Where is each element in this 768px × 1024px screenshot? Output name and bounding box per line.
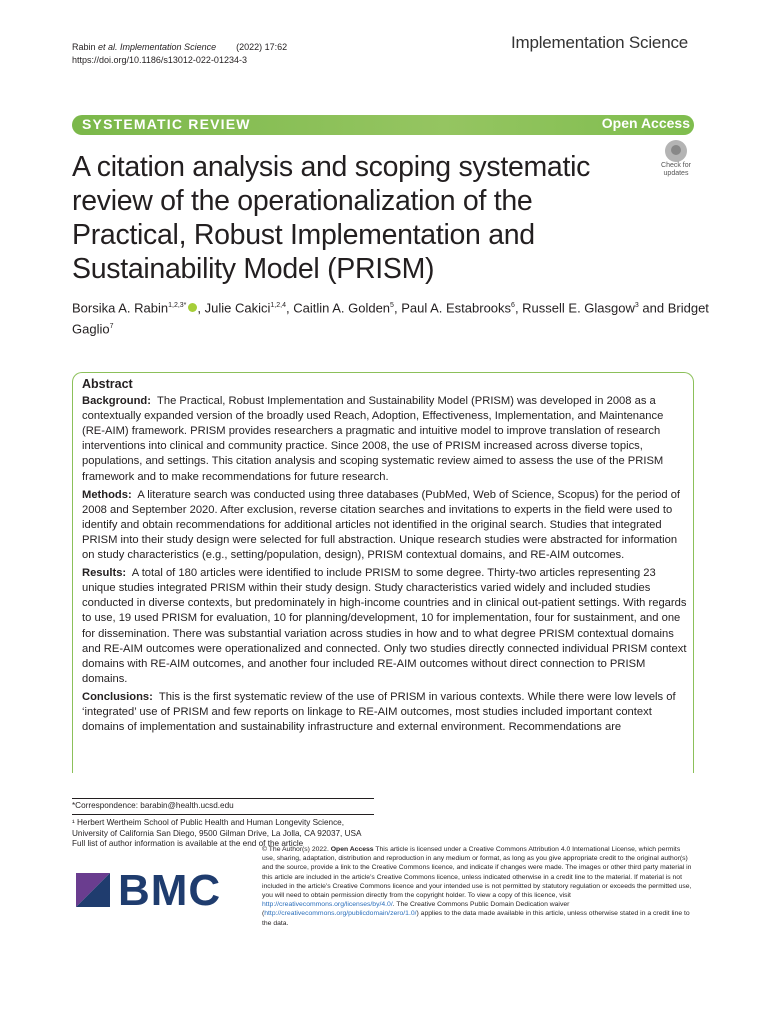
citation-year: (2022) 17:62 — [236, 42, 288, 52]
citation-journal: et al. Implementation Science — [98, 42, 217, 52]
open-access-inline: Open Access — [330, 846, 374, 853]
author-affiliation-marker: 7 — [109, 323, 114, 331]
author-name[interactable]: Julie Cakici — [204, 300, 271, 316]
author-name[interactable]: Bridget Gaglio — [72, 300, 709, 337]
abstract-background — [82, 394, 688, 485]
check-updates-line1: Check for — [661, 162, 691, 169]
doi-link[interactable]: https://doi.org/10.1186/s13012-022-01234-3 — [72, 55, 247, 65]
section-text: The Practical, Robust Implementation and Sustainability Model (PRISM) was developed in 2008 as a contextually expanded version of the broadly used Reach, Adoption, Effectiveness, Implementation, and Maintenance (RE-AIM) framework. PRISM provides researchers a pragmatic and intuitive model to improve translation of research interventions into clinical and community practice. Since 2008, the use of PRISM increased across diverse topics, populations, and settings. This citation analysis and scoping systematic review aimed to assess the use of the PRISM framework and to make recommendations for future research. — [82, 395, 664, 483]
abstract-conclusions — [82, 690, 688, 735]
section-text: A literature search was conducted using three databases (PubMed, Web of Science, Scopus) for the period of 2008 and September 2020. After exclusion, reverse citation searches and invitations to experts in the field were used to identify and obtain recommendations for additional articles not identified in the original search. Studies that integrated PRISM into their study design were selected for full abstraction. Unique research studies were abstracted for information on study characteristics (e.g., setting/population, design), PRISM contextual domains, and RE-AIM outcomes. — [82, 488, 681, 562]
author-name[interactable]: Caitlin A. Golden — [293, 300, 391, 316]
section-text: This is the first systematic review of the use of PRISM in various contexts. While there were low levels of ‘integrated’ use of PRISM and few reports on linkage to RE-AIM outcomes, most studies included important context domains of implementation and sustainability infrastructure and external environment. Recommendations are — [82, 690, 676, 734]
public-domain-link[interactable]: http://creativecommons.org/publicdomain/zero/1.0/ — [264, 910, 417, 918]
footnote-rule — [72, 798, 374, 799]
check-updates-line2: updates — [663, 170, 689, 177]
author-separator: , — [393, 300, 402, 316]
license-text: This article is licensed under a Creative Commons Attribution 4.0 International License, which permits use, sharing, adaptation, distribution and reproduction in any medium or format, as long as you give appropriate credit to the original author(s) and the source, provide a link to the Creative Commons licence, and indicate if changes were made. The images or other third party material in this article are included in the article’s Creative Commons licence, unless indicated otherwise in a credit line to the material. If material is not included in the article’s Creative Commons licence and your intended use is not permitted by statutory regulation or exceeds the permitted use, you will need to obtain permission directly from the copyright holder. To view a copy of this licence, visit — [262, 846, 692, 900]
check-updates-icon — [665, 140, 687, 162]
section-label: Methods: — [82, 488, 132, 501]
footnote-rule-2 — [72, 814, 374, 815]
bmc-logo-icon — [76, 873, 110, 907]
affiliation-line: University of California San Diego, 9500 Gilman Drive, La Jolla, CA 92037, USA — [72, 828, 362, 838]
author-affiliation-marker: 3 — [634, 302, 639, 309]
abstract-heading: Abstract — [82, 377, 133, 391]
article-type-label: SYSTEMATIC REVIEW — [82, 116, 251, 132]
author-separator: , — [197, 300, 205, 316]
author-name[interactable]: Paul A. Estabrooks — [401, 300, 512, 316]
section-label: Conclusions: — [82, 690, 153, 703]
author-affiliation-marker: 1,2,4 — [270, 302, 286, 309]
open-access-label: Open Access — [601, 115, 690, 131]
author-name[interactable]: Russell E. Glasgow — [522, 300, 635, 316]
article-title: A citation analysis and scoping systematic review of the operationalization of the Practical, Robust Implementation and Sustainability Model (PRISM) — [72, 151, 591, 285]
abstract-content — [82, 377, 688, 738]
author-separator: , — [285, 300, 294, 316]
license-text: . The Creative Commons Public Domain Dedication waiver ( — [262, 901, 570, 918]
affiliation-line: Full list of author information is available at the end of the article — [72, 839, 304, 848]
running-header-citation — [72, 41, 287, 67]
citation-authors: Rabin — [72, 42, 99, 52]
affiliation-line: ¹ Herbert Wertheim School of Public Health and Human Longevity Science, — [72, 818, 344, 827]
check-updates-text — [656, 162, 696, 178]
author-separator: , — [514, 300, 523, 316]
abstract-results — [82, 566, 688, 687]
correspondence-note: *Correspondence: barabin@health.ucsd.edu — [72, 801, 234, 810]
author-name[interactable]: Borsika A. Rabin — [72, 300, 169, 316]
publisher-logo-text: BMC — [118, 866, 222, 915]
license-statement — [262, 845, 692, 928]
copyright-text: © The Author(s) 2022. — [262, 846, 331, 853]
license-text: ) applies to the data made available in this article, unless otherwise stated in a credit line to the data. — [262, 910, 690, 927]
journal-name: Implementation Science — [510, 33, 688, 52]
section-text: A total of 180 articles were identified to include PRISM to some degree. Thirty-two articles representing 23 unique studies integrated PRISM within their study design. Study characteristics varied widely and included studies conducted in diverse contexts, but predominately in high-income countries and in clinical out-patient settings. With regards to use, 19 used PRISM for evaluation, 10 for planning/development, 10 for implementation, four for sustainment, and one for dissemination. There was substantial variation across studies in how and to what degree PRISM contextual domains and RE-AIM outcomes were operationalized and connected. Only two studies directly connected individual PRISM context domains with RE-AIM outcomes, and another four included RE-AIM outcomes without direct connection to PRISM domains. — [82, 567, 687, 685]
license-link[interactable]: http://creativecommons.org/licenses/by/4.0/ — [262, 901, 393, 909]
author-affiliation-marker: 1,2,3* — [168, 302, 187, 309]
section-label: Background: — [82, 395, 151, 408]
author-list — [72, 296, 712, 339]
abstract-methods — [82, 488, 688, 563]
author-affiliation-marker: 5 — [390, 302, 394, 309]
author-separator: and — [638, 300, 668, 316]
section-label: Results: — [82, 567, 127, 580]
author-affiliation-marker: 6 — [511, 302, 515, 309]
check-for-updates-button[interactable] — [656, 140, 696, 180]
